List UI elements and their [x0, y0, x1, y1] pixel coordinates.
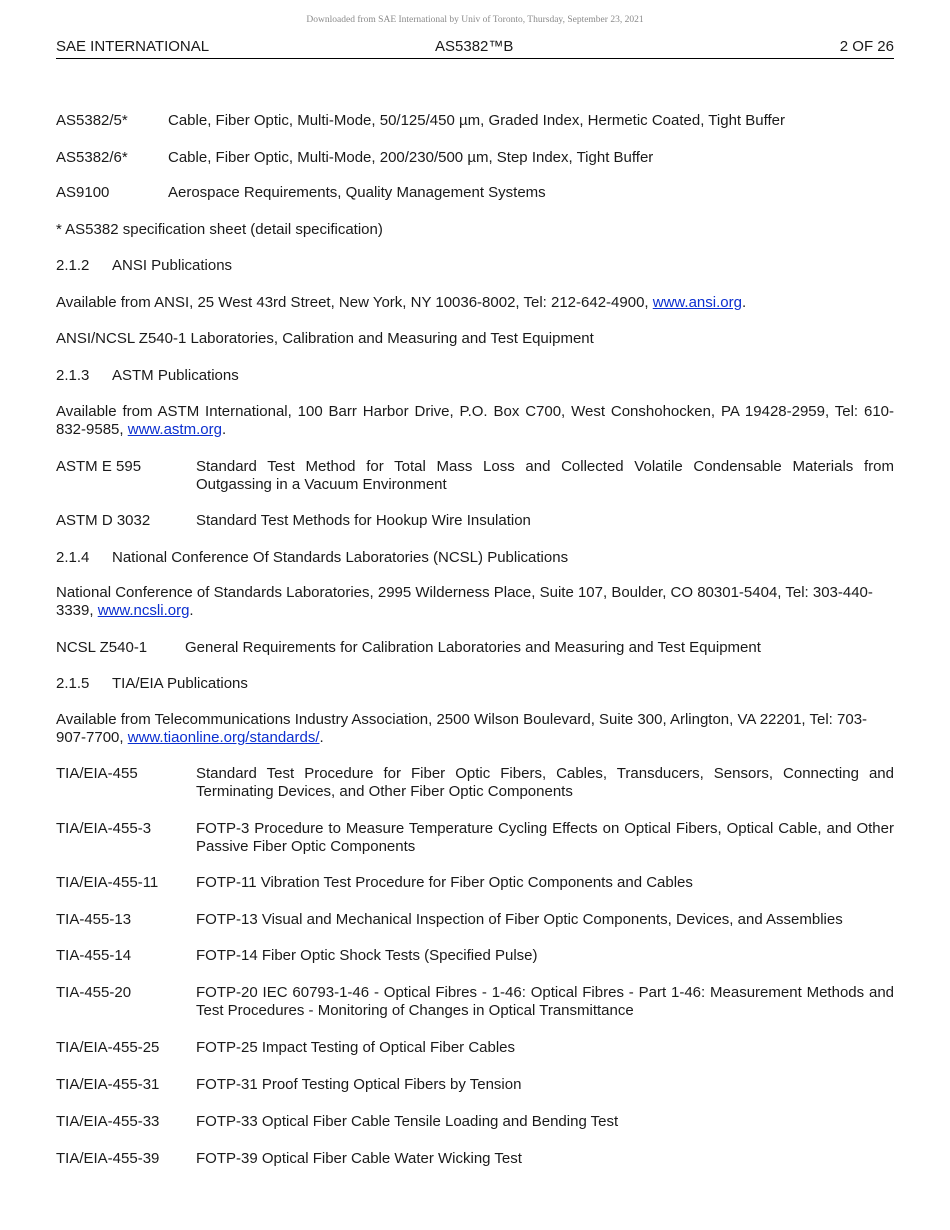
header-doc-number: AS5382™B — [435, 38, 514, 55]
availability-text: National Conference of Standards Laboratories, 2995 Wilderness Place, Suite 107, Boulder, CO 80301-5404, Tel: 303-440-3339, — [56, 584, 873, 619]
reference-code: NCSL Z540-1 — [56, 639, 148, 656]
section-number: 2.1.4 — [56, 549, 90, 566]
reference-title: FOTP-20 IEC 60793-1-46 - Optical Fibres - 1-46: Optical Fibres - Part 1-46: Measurement Methods and Test Procedures - Monitoring of Changes in Optical Transmittance — [196, 984, 894, 1019]
section-number: 2.1.2 — [56, 257, 90, 274]
ncsl-link[interactable]: www.ncsli.org — [97, 602, 190, 619]
reference-title: Standard Test Methods for Hookup Wire Insulation — [196, 512, 531, 529]
reference-code: TIA/EIA-455-31 — [56, 1076, 160, 1093]
reference-title: FOTP-39 Optical Fiber Cable Water Wicking Test — [196, 1150, 522, 1167]
section-title: ANSI Publications — [112, 257, 233, 274]
reference-code: ASTM D 3032 — [56, 512, 151, 529]
reference-code: TIA-455-20 — [56, 984, 132, 1001]
reference-title: FOTP-33 Optical Fiber Cable Tensile Loading and Bending Test — [196, 1113, 619, 1130]
period: . — [221, 421, 227, 438]
astm-link[interactable]: www.astm.org — [127, 421, 222, 438]
reference-title: Standard Test Method for Total Mass Loss and Collected Volatile Condensable Materials from Outgassing in a Vacuum Environment — [196, 458, 894, 493]
reference-title: Cable, Fiber Optic, Multi-Mode, 200/230/500 µm, Step Index, Tight Buffer — [168, 149, 654, 166]
header-page-number: 2 OF 26 — [839, 38, 894, 55]
section-title: ASTM Publications — [112, 367, 239, 384]
page-header — [56, 38, 894, 59]
section-heading-2-1-2 — [56, 257, 894, 275]
reference-code: TIA-455-13 — [56, 911, 132, 928]
reference-code: TIA/EIA-455-3 — [56, 820, 152, 837]
section-heading-2-1-3 — [56, 367, 894, 385]
reference-title: Cable, Fiber Optic, Multi-Mode, 50/125/450 µm, Graded Index, Hermetic Coated, Tight Buffer — [168, 112, 785, 129]
reference-code: AS9100 — [56, 184, 110, 201]
section-heading-2-1-4 — [56, 549, 894, 567]
reference-title: General Requirements for Calibration Laboratories and Measuring and Test Equipment — [185, 639, 761, 656]
download-watermark: Downloaded from SAE International by Univ of Toronto, Thursday, September 23, 2021 — [306, 15, 644, 25]
reference-code: TIA/EIA-455-33 — [56, 1113, 160, 1130]
section-number: 2.1.3 — [56, 367, 90, 384]
tia-availability — [56, 711, 894, 747]
reference-code: AS5382/5* — [56, 112, 128, 129]
footnote: * AS5382 specification sheet (detail specification) — [56, 221, 383, 238]
header-publisher: SAE INTERNATIONAL — [56, 38, 210, 55]
section-heading-2-1-5 — [56, 675, 894, 693]
reference-title: FOTP-3 Procedure to Measure Temperature Cycling Effects on Optical Fibers, Optical Cable, and Other Passive Fiber Optic Components — [196, 820, 894, 855]
reference-code: TIA/EIA-455-25 — [56, 1039, 160, 1056]
section-title: National Conference Of Standards Laboratories (NCSL) Publications — [112, 549, 569, 566]
ansi-link[interactable]: www.ansi.org — [652, 294, 742, 311]
reference-title: FOTP-11 Vibration Test Procedure for Fiber Optic Components and Cables — [196, 874, 693, 891]
section-title: TIA/EIA Publications — [112, 675, 248, 692]
reference-code: TIA-455-14 — [56, 947, 132, 964]
ansi-availability — [56, 294, 894, 312]
ansi-reference: ANSI/NCSL Z540-1 Laboratories, Calibration and Measuring and Test Equipment — [56, 330, 594, 347]
reference-title: Aerospace Requirements, Quality Management Systems — [168, 184, 546, 201]
astm-availability — [56, 403, 894, 439]
availability-text: Available from ANSI, 25 West 43rd Street, New York, NY 10036-8002, Tel: 212-642-4900, — [56, 294, 653, 311]
reference-code: ASTM E 595 — [56, 458, 142, 475]
reference-code: TIA/EIA-455-11 — [56, 874, 159, 891]
reference-code: TIA/EIA-455 — [56, 765, 138, 782]
reference-code: AS5382/6* — [56, 149, 128, 166]
reference-title: Standard Test Procedure for Fiber Optic Fibers, Cables, Transducers, Sensors, Connecting and Terminating Devices, and Other Fiber Optic Components — [196, 765, 894, 800]
reference-title: FOTP-25 Impact Testing of Optical Fiber Cables — [196, 1039, 516, 1056]
period: . — [319, 729, 324, 746]
reference-title: FOTP-31 Proof Testing Optical Fibers by Tension — [196, 1076, 522, 1093]
ncsl-availability — [56, 584, 894, 620]
section-number: 2.1.5 — [56, 675, 90, 692]
availability-text: Available from ASTM International, 100 Barr Harbor Drive, P.O. Box C700, West Conshohocken, PA 19428-2959, Tel: 610-832-9585, — [56, 403, 894, 438]
reference-title: FOTP-13 Visual and Mechanical Inspection of Fiber Optic Components, Devices, and Assemblies — [196, 911, 843, 928]
period: . — [189, 602, 194, 619]
availability-text: Available from Telecommunications Industry Association, 2500 Wilson Boulevard, Suite 300, Arlington, VA 22201, Tel: 703-907-7700, — [56, 711, 868, 746]
period: . — [741, 294, 747, 311]
reference-code: TIA/EIA-455-39 — [56, 1150, 160, 1167]
tia-link[interactable]: www.tiaonline.org/standards/ — [127, 729, 320, 746]
reference-title: FOTP-14 Fiber Optic Shock Tests (Specified Pulse) — [196, 947, 538, 964]
